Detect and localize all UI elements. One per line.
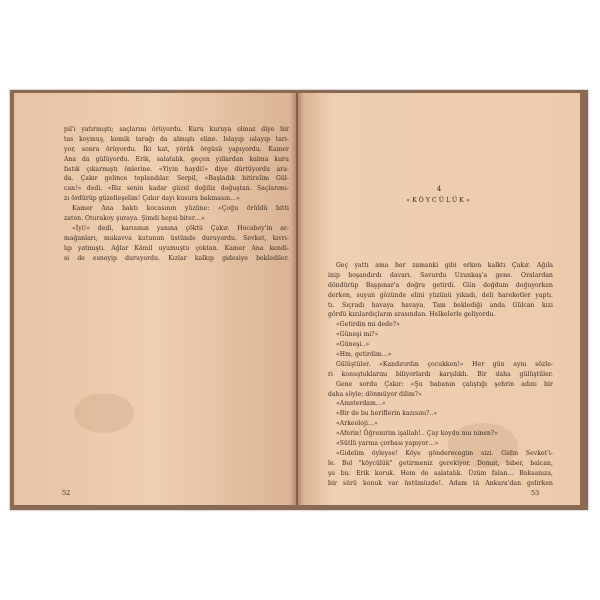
text-line: ri konuştuklarını biliyorlardı karşılıklı. Bir daha gülüştüler. — [328, 370, 553, 378]
right-page — [298, 93, 580, 505]
text-line: şu bu. Erik koruk. Hem de salatalık. Üzüm falan… Baksanıza, — [328, 469, 553, 477]
text-line: tas koymuş, kemik tarağı da almıştı eline. Islayıp ıslayıp tarı- — [64, 135, 289, 143]
page-number: 52 — [62, 489, 71, 497]
text-line: «Hm, getirdim…» — [336, 351, 392, 359]
right-page-text — [328, 261, 553, 488]
text-line: gördü kızılardıçların arasından. Helkelerle geliyordu. — [328, 311, 496, 319]
text-line: Gülüştüler. «Kandırırdın çocukken!» Her gün aynı sözle- — [336, 360, 553, 368]
text-line: pil'i yatırmıştı; saçlarını örüyordu. Kuru kuruya olmaz diye bir — [64, 126, 289, 133]
text-line: da. Çakır gelince toplandılar. Serpil, «Başladık bitirelim Gül- — [64, 175, 289, 183]
text-line: fıstık çıkarmıştı önlerine. «Yiyin haydi!» diye dürtüyordu ara- — [64, 165, 289, 173]
paper-stain — [74, 393, 134, 433]
text-line: «Bir de bu heriflerin kazısını?..» — [336, 410, 438, 418]
chapter-title: «KÖYCÜLÜK» — [406, 197, 472, 204]
text-line: lıp yatmıştı. Ağlar Kâmil uyumuştu çoktan. Kamer Ana kendi- — [64, 244, 289, 252]
text-line: «Güneşi..» — [336, 341, 370, 349]
text-line: inip boşandırdı davarı. Savurdu Uzunkaş'a gene. Oralardan — [328, 271, 553, 279]
left-page-text — [64, 125, 289, 263]
text-line: «Amsterdam…» — [336, 400, 386, 408]
text-line: zaten. Oturakoy şuraya. Şimdi hepsi biter…» — [64, 215, 205, 223]
text-line: mağanları, mukavva kutunun üstünde duruyordu. Sevket, kıvrı- — [64, 234, 289, 242]
text-line: bir sürü konuk var üstümüzde!. Adam tâ Ankara'dan gelirken — [328, 479, 553, 487]
text-line: can!» dedi. «Biz senin kadar güzel değiliz doğuştan. Saçlarımı- — [64, 185, 289, 193]
text-line: si de esneyip duruyordu. Kızlar kalkıp gidesiye beklediler. — [64, 254, 289, 262]
text-line: «Gidelim öyleyse! Köye gönderecegim sizi. Gidin Sevket'i- — [336, 449, 553, 457]
text-line: daha söyle: dönmüyor dilim?» — [328, 390, 422, 398]
text-line: Ana da gülüyordu. Erik, salatalık, geçen yıllardan kalma kuru — [64, 155, 289, 163]
left-page — [14, 93, 296, 505]
text-line: Gene sordu Çakır: «Şu babanın çalıştığı şehrin adını bir — [336, 380, 553, 388]
text-line: le. Bol "köycülük" getirmeniz gerekiyor. Domat, biber, balcan, — [328, 459, 553, 467]
text-line: tı. Sıçradı havaya havaya. Tam beklediği anda Gülcan kızı — [328, 301, 553, 309]
page-number: 53 — [531, 489, 540, 497]
text-line: «Sütlü yarma çorbası yapıyor…» — [336, 440, 439, 448]
text-line: «Güneşi mi?» — [336, 331, 379, 339]
text-line: Kamer Ana baktı kocasının yüzüne: «Çoğu örüldü bitti — [72, 205, 289, 213]
text-line: derken, suyun gözünde elini yüzünü yıkadı, deli hareketler yaptı. — [328, 291, 553, 299]
text-line: döndürüp Başpınar'a doğru getirdi. Gün doğdum doğuyorken — [328, 281, 553, 289]
text-line: Geç yattı ama her zamanki gibi erken kalktı Çakır. Ağıla — [336, 262, 553, 269]
text-line: zı ördürüp güzelleşelim! Çakır dayı kusura bakmasın…» — [64, 195, 241, 203]
text-line: «Arkeoloji…» — [336, 420, 378, 428]
text-line: «İyi!» dedi, karısının yanına çöktü Çakır. Hocabey'in ar- — [72, 224, 289, 232]
book-gutter — [290, 93, 304, 505]
chapter-number: 4 — [436, 185, 442, 193]
text-line: yor, sonra örüyordu. İki kat, yörük örgüsü yapıyordu. Kamer — [64, 145, 289, 153]
text-line: «Getirdin mi dede?» — [336, 321, 400, 329]
text-line: «Aferin! Öğrenirim işallah!.. Çay koydu mu ninen?» — [336, 430, 499, 438]
